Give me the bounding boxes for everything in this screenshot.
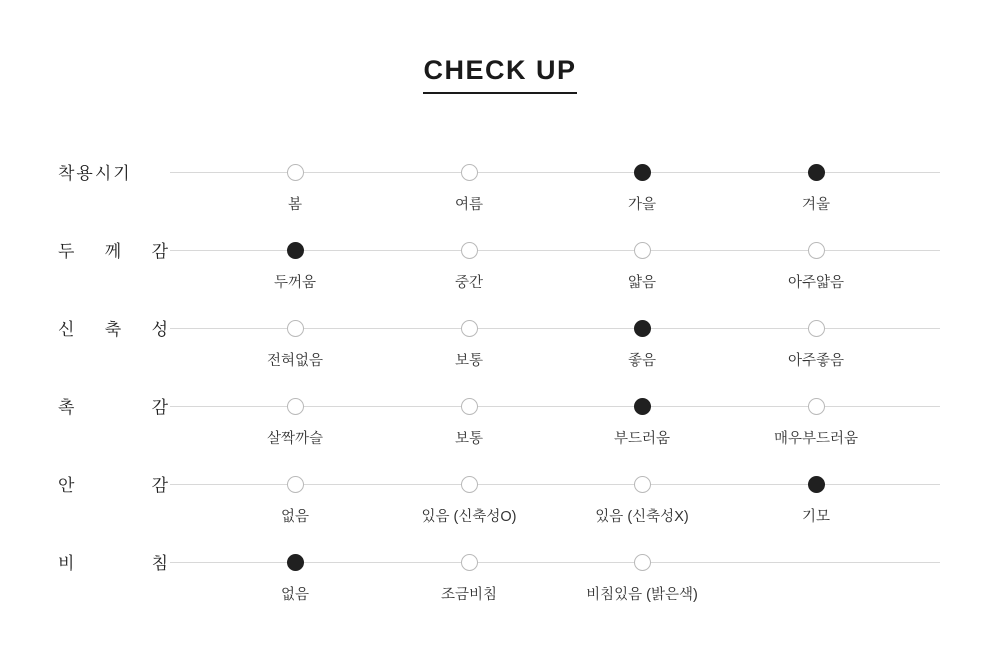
option-label: 봄: [287, 197, 302, 213]
option-unselected[interactable]: [210, 148, 380, 214]
option-label: 전혀없음: [266, 353, 324, 369]
empty-circle-icon[interactable]: [808, 320, 825, 337]
row-options: [170, 538, 940, 616]
option-label: 기모: [801, 509, 830, 525]
row-label-char: 감: [151, 398, 168, 417]
row-label: [58, 159, 168, 184]
empty-circle-icon[interactable]: [634, 476, 651, 493]
option-unselected[interactable]: [384, 460, 554, 526]
check-up-row: [0, 538, 1000, 616]
filled-circle-icon[interactable]: [634, 320, 651, 337]
row-label: [58, 393, 168, 418]
option-label: 있음 (신축성X): [595, 509, 689, 525]
row-label-char: 침: [151, 554, 168, 573]
option-selected[interactable]: [557, 304, 727, 370]
check-up-row: [0, 304, 1000, 382]
option-unselected[interactable]: [557, 226, 727, 292]
option-unselected[interactable]: [384, 382, 554, 448]
option-label: 없음: [280, 509, 309, 525]
empty-circle-icon[interactable]: [634, 554, 651, 571]
option-unselected[interactable]: [210, 304, 380, 370]
row-label: [58, 237, 168, 262]
option-unselected[interactable]: [210, 460, 380, 526]
empty-circle-icon[interactable]: [461, 476, 478, 493]
check-up-row: [0, 382, 1000, 460]
option-label: 보통: [454, 431, 483, 447]
option-label: 없음: [280, 587, 309, 603]
option-label: 중간: [454, 275, 483, 291]
filled-circle-icon[interactable]: [634, 164, 651, 181]
check-up-row: [0, 226, 1000, 304]
option-selected[interactable]: [731, 460, 901, 526]
option-unselected[interactable]: [210, 382, 380, 448]
option-label: 가을: [627, 197, 656, 213]
option-label: 여름: [454, 197, 483, 213]
row-label-char: 신: [58, 320, 75, 339]
option-unselected[interactable]: [557, 460, 727, 526]
empty-circle-icon[interactable]: [461, 164, 478, 181]
filled-circle-icon[interactable]: [287, 554, 304, 571]
row-label: [58, 549, 168, 574]
filled-circle-icon[interactable]: [808, 476, 825, 493]
row-label-char: 비: [58, 554, 75, 573]
empty-circle-icon[interactable]: [461, 398, 478, 415]
row-options: [170, 226, 940, 304]
empty-circle-icon[interactable]: [634, 242, 651, 259]
option-label: 두꺼움: [273, 275, 317, 291]
row-label: [58, 471, 168, 496]
filled-circle-icon[interactable]: [808, 164, 825, 181]
filled-circle-icon[interactable]: [287, 242, 304, 259]
row-options: [170, 304, 940, 382]
option-selected[interactable]: [557, 148, 727, 214]
option-unselected[interactable]: [384, 148, 554, 214]
option-unselected[interactable]: [384, 226, 554, 292]
row-label-text: 착용시기: [58, 164, 132, 183]
empty-circle-icon[interactable]: [461, 320, 478, 337]
option-selected[interactable]: [557, 382, 727, 448]
page-title: CHECK UP: [423, 55, 576, 94]
option-selected[interactable]: [210, 226, 380, 292]
option-label: 매우부드러움: [773, 431, 859, 447]
empty-circle-icon[interactable]: [287, 320, 304, 337]
option-unselected[interactable]: [731, 226, 901, 292]
row-label-char: 께: [104, 242, 122, 261]
option-label: 아주얇음: [787, 275, 845, 291]
option-label: 아주좋음: [787, 353, 845, 369]
empty-circle-icon[interactable]: [461, 242, 478, 259]
row-label-char: 안: [58, 476, 75, 495]
option-label: 얇음: [627, 275, 656, 291]
option-label: 보통: [454, 353, 483, 369]
row-label-char: 축: [104, 320, 122, 339]
check-up-row: [0, 460, 1000, 538]
filled-circle-icon[interactable]: [634, 398, 651, 415]
option-unselected[interactable]: [384, 304, 554, 370]
row-label-char: 두: [58, 242, 75, 261]
empty-circle-icon[interactable]: [808, 242, 825, 259]
option-unselected[interactable]: [384, 538, 554, 604]
row-label-char: 감: [151, 242, 168, 261]
option-label: 비침있음 (밝은색): [586, 587, 698, 603]
empty-circle-icon[interactable]: [461, 554, 478, 571]
page-title-wrap: [0, 55, 1000, 94]
row-options: [170, 382, 940, 460]
option-label: 부드러움: [613, 431, 671, 447]
row-label-char: 성: [151, 320, 168, 339]
option-label: 있음 (신축성O): [421, 509, 517, 525]
option-label: 살짝까슬: [266, 431, 324, 447]
option-unselected[interactable]: [731, 382, 901, 448]
empty-circle-icon[interactable]: [808, 398, 825, 415]
empty-circle-icon[interactable]: [287, 398, 304, 415]
row-label-char: 촉: [58, 398, 75, 417]
option-unselected[interactable]: [731, 304, 901, 370]
check-up-row: [0, 148, 1000, 226]
option-selected[interactable]: [210, 538, 380, 604]
row-options: [170, 460, 940, 538]
check-up-rows: [0, 148, 1000, 616]
option-label: 좋음: [627, 353, 656, 369]
row-label: [58, 315, 168, 340]
empty-circle-icon[interactable]: [287, 164, 304, 181]
option-selected[interactable]: [731, 148, 901, 214]
row-options: [170, 148, 940, 226]
option-label: 조금비침: [440, 587, 498, 603]
option-unselected[interactable]: [557, 538, 727, 604]
option-label: 겨울: [801, 197, 830, 213]
row-label-char: 감: [151, 476, 168, 495]
empty-circle-icon[interactable]: [287, 476, 304, 493]
